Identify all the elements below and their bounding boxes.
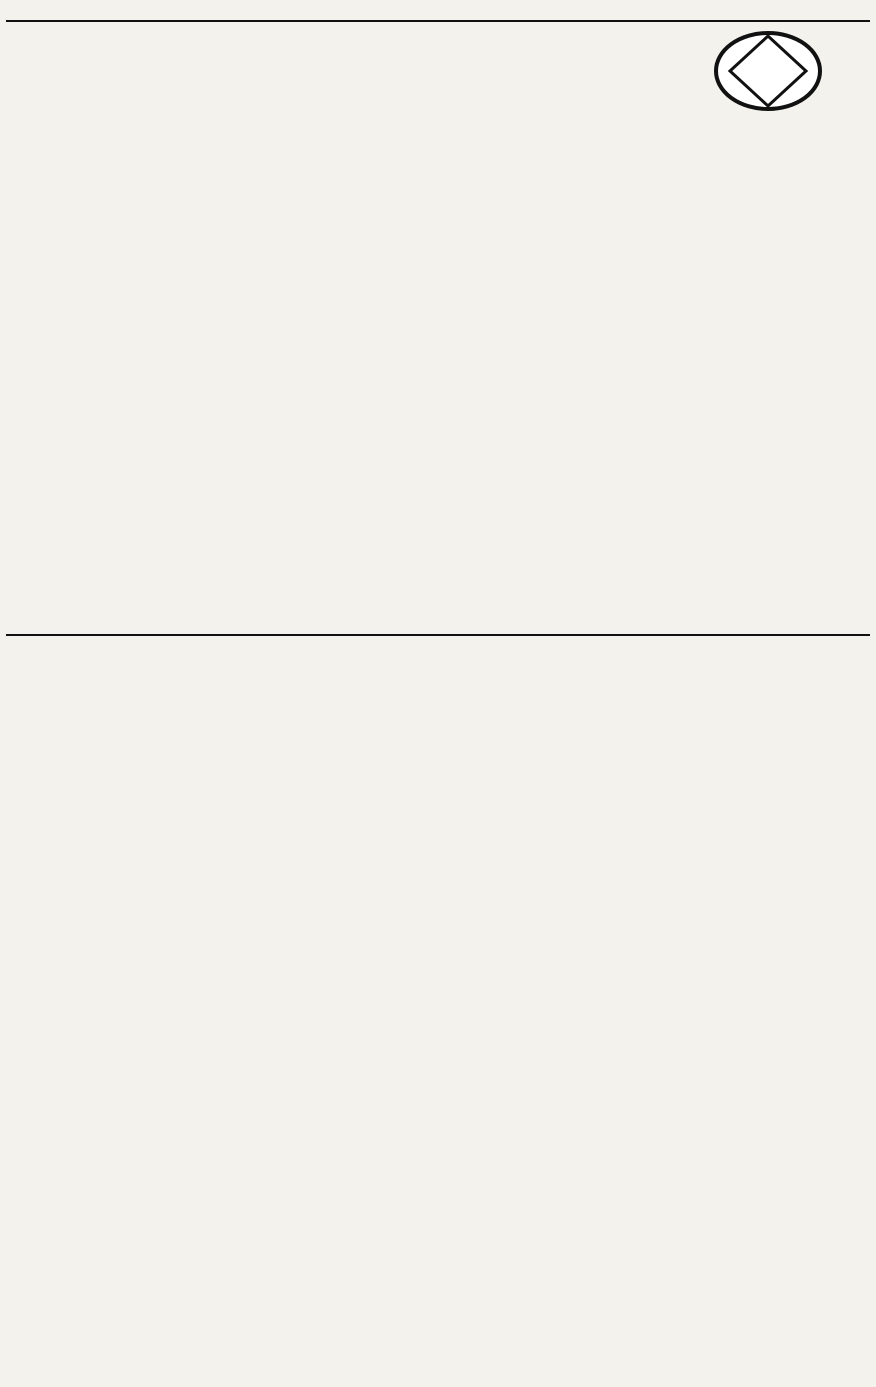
page-header	[0, 0, 876, 22]
home-service-columns	[6, 638, 870, 1383]
fun-logo-icon	[712, 28, 824, 114]
header-rule	[6, 20, 870, 22]
marketplace-columns	[6, 140, 870, 558]
home-service-rule	[6, 634, 870, 636]
